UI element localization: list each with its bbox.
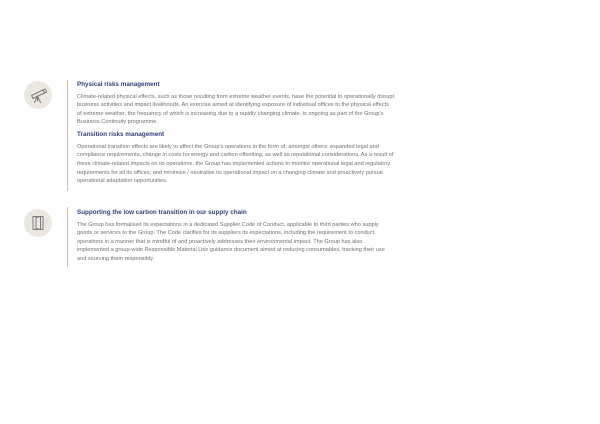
section-heading: Transition risks management: [77, 131, 165, 139]
section-divider-line: [67, 80, 68, 191]
supply-chain-block: [77, 209, 395, 268]
section-divider-line: [67, 207, 68, 267]
section-text: The Group has formalised its expectations in a dedicated Supplier Code of Conduct, applicable to third parties who supply goods or services to the Group. The Code clarifies for its suppliers its expectations, including the requirement to conduct operations in a manner that is mindful of and proactively addresses their environmental impact. The Group has also implemented a group-wide Responsible Material Use guidance document aimed at reducing consumables, tracking their use and sourcing them responsibly.: [77, 221, 385, 262]
section-heading: Physical risks management: [77, 81, 160, 88]
section-heading: Supporting the low carbon transition in our supply chain: [77, 209, 247, 216]
telescope-icon: [24, 81, 52, 109]
section-text: Climate-related physical effects, such as those resulting from extreme weather events, have the potential to operationally disrupt business activities and impact livelihoods. An exercise aimed at identifying exposure of individual offices to the physical effects of extreme weather, the frequency of which is increasing due to a rapidly changing climate, is ongoing as part of the Group's Business Continuity programme.: [77, 93, 395, 126]
door-icon: [24, 209, 52, 237]
section-text: Operational transition effects are likely to affect the Group's operations in the form of, amongst others: expanded legal and compliance requirements, change in costs for energy and carbon offsetting, as well as reputational considerations. As a result of these climate-related impacts on its operations, the Group has implemented actions to monitor operational legal and regulatory requirements for all its offices; and minimise / neutralise its operational impact on a changing climate and proactively pursue operational adaptation opportunities.: [77, 143, 394, 185]
risk-management-block: [77, 81, 395, 190]
